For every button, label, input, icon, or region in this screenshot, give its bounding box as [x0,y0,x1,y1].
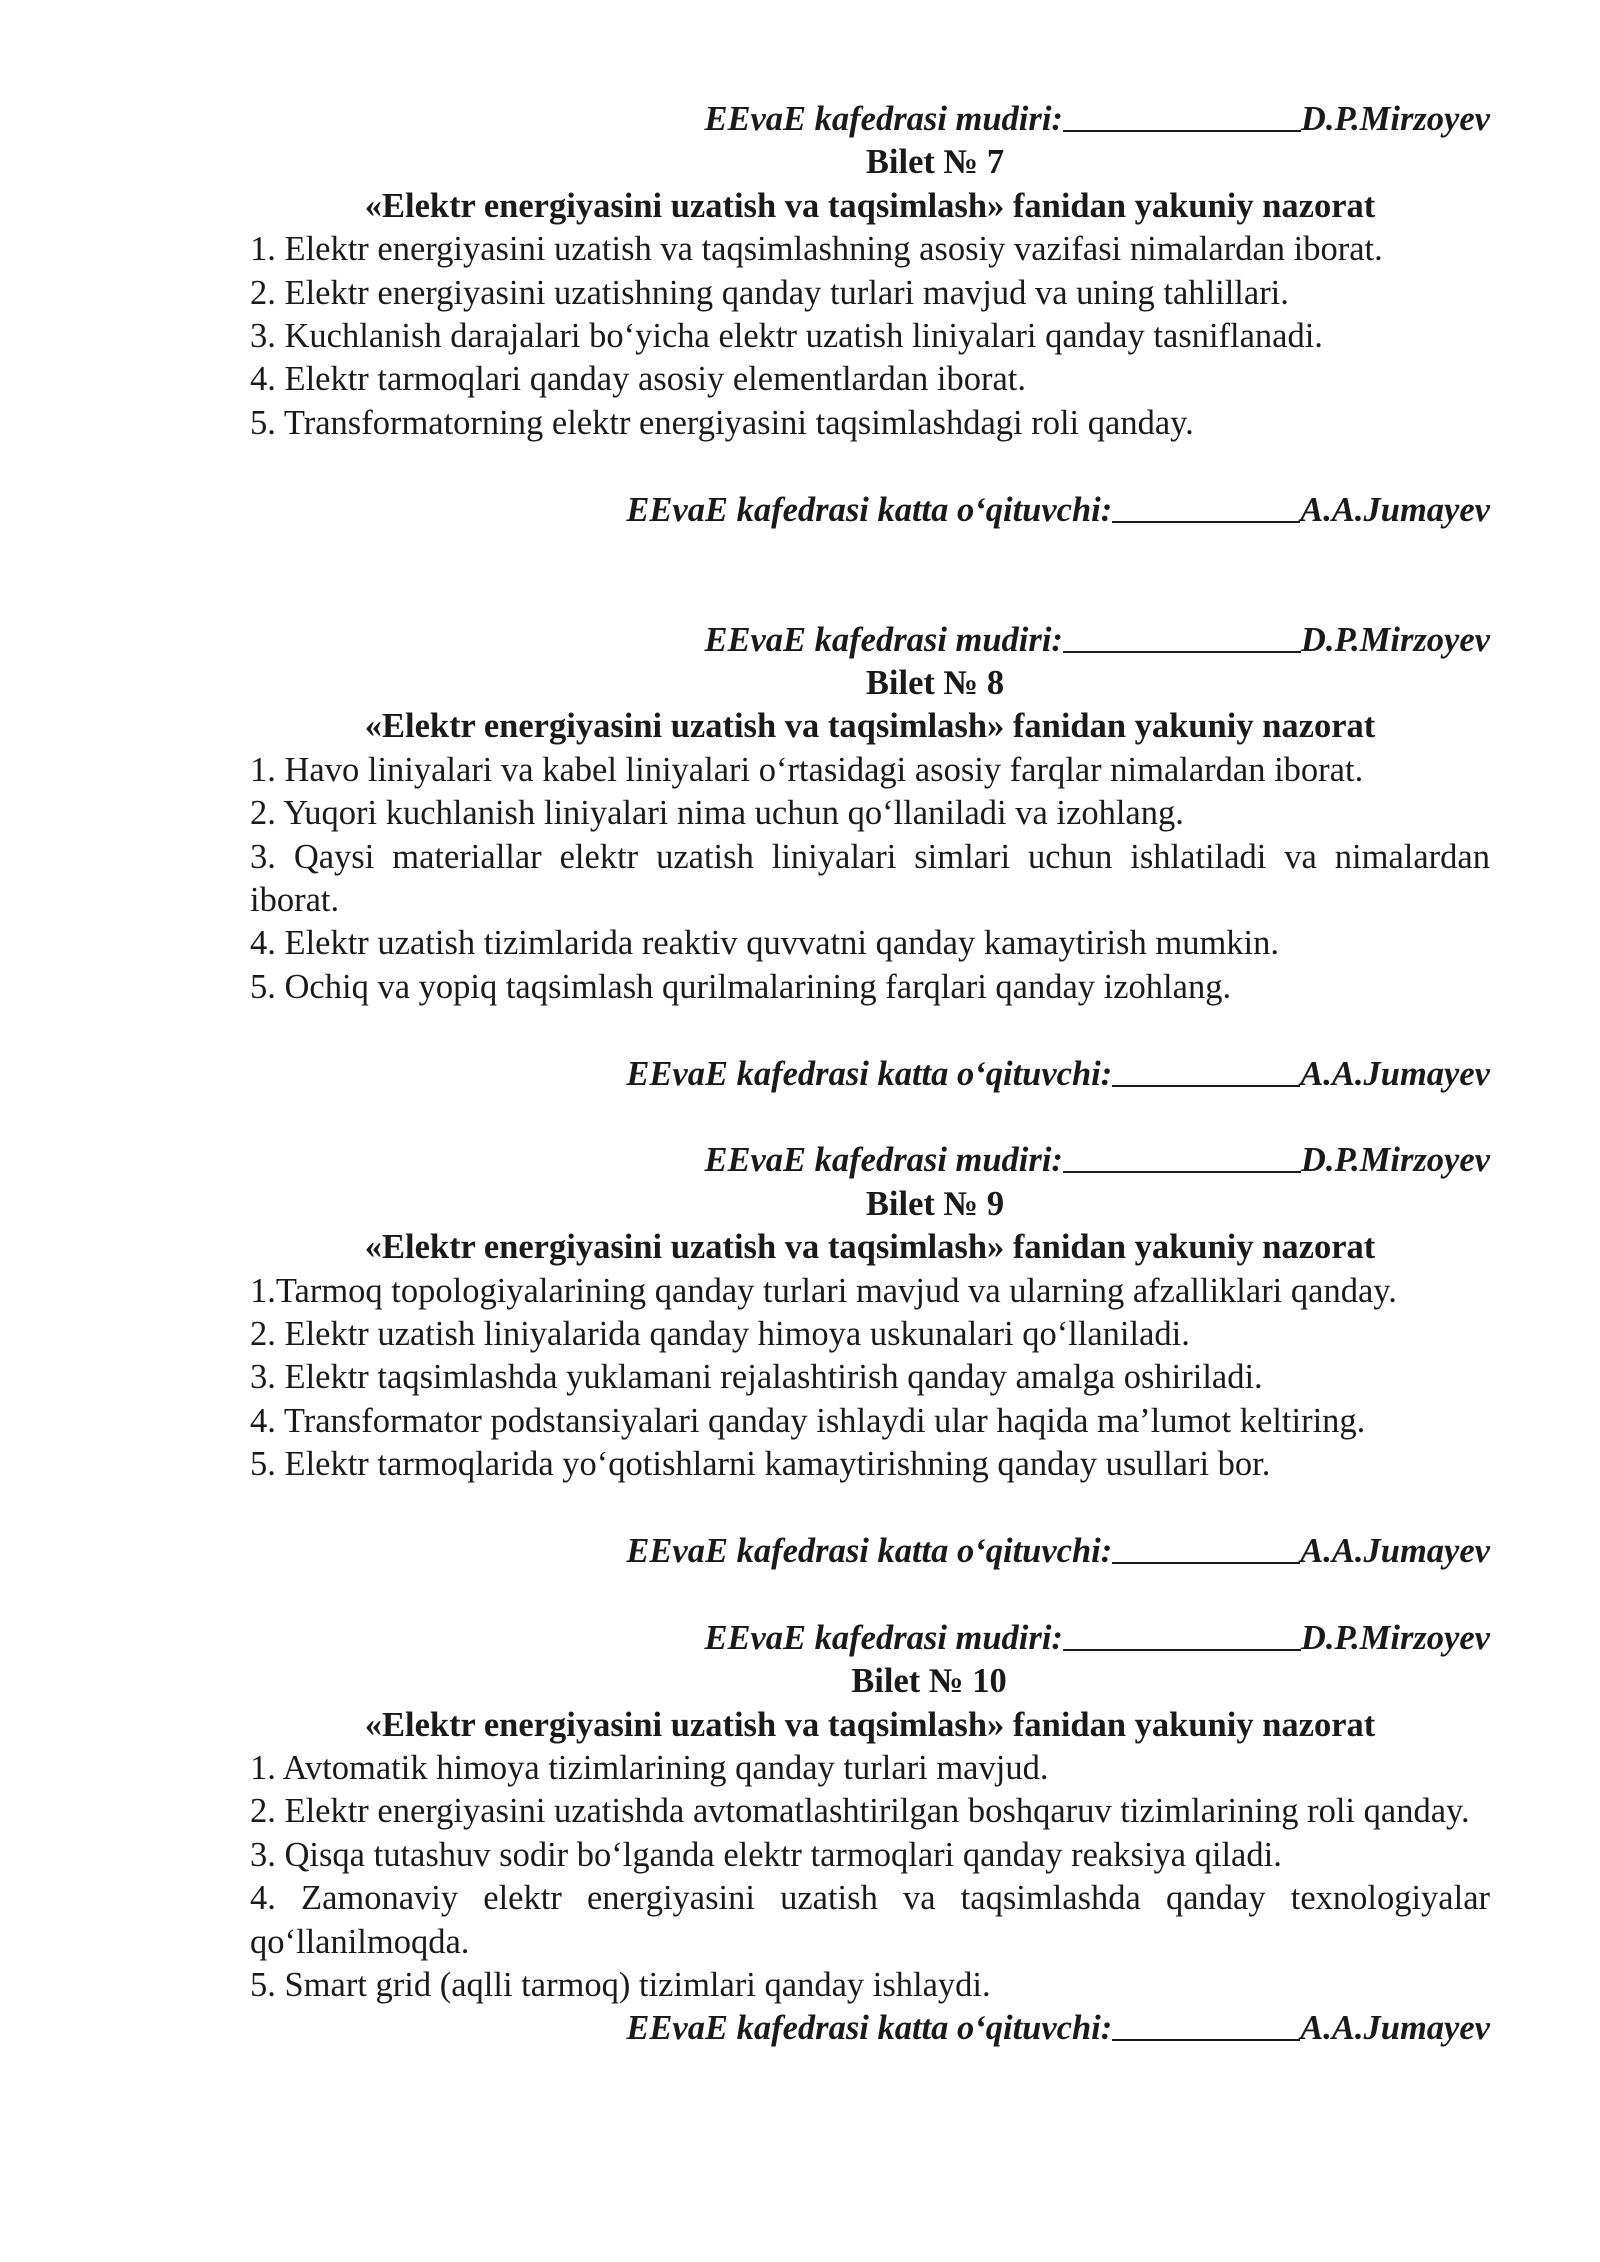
question: 1. Havo liniyalari va kabel liniyalari o‘rtasidagi asosiy farqlar nimalardan iborat. [250,750,1364,789]
question: 1. Avtomatik himoya tizimlarining qanday turlari mavjud. [250,1748,1049,1787]
spacer [250,1487,1490,1530]
head-name: D.P.Mirzoyev [1300,100,1490,138]
ticket-title: Bilet № 7 [865,143,1005,182]
question: 5. Transformatorning elektr energiyasini taqsimlashdagi roli qanday. [250,403,1194,442]
teacher-name: A.A.Jumayev [1300,490,1490,529]
question: 1. Elektr energiyasini uzatish va taqsimlashning asosiy vazifasi nimalardan iborat. [250,230,1383,269]
question: 5. Smart grid (aqlli tarmoq) tizimlari qanday ishlaydi. [250,1965,991,2004]
subject-line: «Elektr energiyasini uzatish va taqsimlash» fanidan yakuniy nazorat [364,1228,1376,1267]
signature-blank [1063,621,1301,653]
head-role: EEvaE kafedrasi mudiri: [704,1618,1063,1657]
head-role: EEvaE kafedrasi mudiri: [704,620,1063,659]
teacher-name: A.A.Jumayev [1300,1054,1490,1093]
document-page [250,98,1490,2051]
head-signature-line [250,1617,1490,1660]
question: 3. Kuchlanish darajalari bo‘yicha elektr uzatish liniyalari qanday tasniflanadi. [250,316,1323,355]
ticket-8 [250,619,1490,1096]
signature-blank [1063,1619,1301,1651]
head-name: D.P.Mirzoyev [1300,1141,1490,1180]
teacher-signature-line [250,2007,1490,2050]
question: 3. Elektr taqsimlashda yuklamani rejalashtirish qanday amalga oshiriladi. [250,1358,1263,1397]
spacer [250,532,1490,619]
teacher-role: EEvaE kafedrasi katta o‘qituvchi: [626,490,1113,529]
spacer [250,1009,1490,1052]
question: 3. Qisqa tutashuv sodir bo‘lganda elektr tarmoqlari qanday reaksiya qiladi. [250,1835,1282,1874]
teacher-role: EEvaE kafedrasi katta o‘qituvchi: [626,1054,1113,1093]
signature-blank [1112,491,1300,523]
head-role: EEvaE kafedrasi mudiri: [704,1141,1063,1180]
head-name: D.P.Mirzoyev [1300,620,1490,659]
ticket-9 [250,1139,1490,1573]
subject-line: «Elektr energiyasini uzatish va taqsimlash» fanidan yakuniy nazorat [364,186,1376,225]
question: 2. Elektr energiyasini uzatishning qanday turlari mavjud va uning tahlillari. [250,273,1289,312]
ticket-title: Bilet № 10 [851,1662,1007,1701]
ticket-7 [250,98,1490,532]
question: 1.Tarmoq topologiyalarining qanday turlari mavjud va ularning afzalliklari qanday. [250,1271,1397,1310]
question: 4. Elektr tarmoqlari qanday asosiy elementlardan iborat. [250,360,1026,399]
subject-line: «Elektr energiyasini uzatish va taqsimlash» fanidan yakuniy nazorat [364,707,1376,746]
question: 5. Ochiq va yopiq taqsimlash qurilmalarining farqlari qanday izohlang. [250,967,1232,1006]
head-role: EEvaE kafedrasi mudiri: [704,100,1063,138]
question: 2. Elektr energiyasini uzatishda avtomatlashtirilgan boshqaruv tizimlarining roli qanday. [250,1792,1470,1831]
signature-blank [1112,1055,1300,1087]
ticket-title: Bilet № 9 [865,1184,1005,1223]
spacer [250,445,1490,488]
teacher-name: A.A.Jumayev [1300,2009,1490,2048]
teacher-name: A.A.Jumayev [1300,1531,1490,1570]
head-signature-line [250,1139,1490,1182]
signature-blank [1063,100,1301,132]
question: 5. Elektr tarmoqlarida yo‘qotishlarni kamaytirishning qanday usullari bor. [250,1445,1271,1484]
signature-blank [1112,1532,1300,1564]
question: 4. Zamonaviy elektr energiyasini uzatish va taqsimlashda qanday texnologiyalar qo‘llanilmoqda. [250,1879,1490,1961]
head-name: D.P.Mirzoyev [1300,1618,1490,1657]
subject-line: «Elektr energiyasini uzatish va taqsimlash» fanidan yakuniy nazorat [364,1705,1376,1744]
teacher-signature-line [250,1053,1490,1096]
teacher-role: EEvaE kafedrasi katta o‘qituvchi: [626,2009,1113,2048]
question: 3. Qaysi materiallar elektr uzatish liniyalari simlari uchun ishlatiladi va nimalardan iborat. [250,837,1490,920]
question: 4. Transformator podstansiyalari qanday ishlaydi ular haqida ma’lumot keltiring. [250,1401,1366,1440]
teacher-signature-line [250,489,1490,532]
head-signature-line [250,98,1490,141]
teacher-role: EEvaE kafedrasi katta o‘qituvchi: [626,1531,1113,1570]
teacher-signature-line [250,1530,1490,1573]
head-signature-line [250,619,1490,662]
ticket-10 [250,1617,1490,2051]
question: 4. Elektr uzatish tizimlarida reaktiv quvvatni qanday kamaytirish mumkin. [250,924,1279,963]
ticket-title: Bilet № 8 [865,664,1005,703]
spacer [250,1096,1490,1139]
question: 2. Elektr uzatish liniyalarida qanday himoya uskunalari qo‘llaniladi. [250,1315,1190,1353]
question: 2. Yuqori kuchlanish liniyalari nima uchun qo‘llaniladi va izohlang. [250,794,1184,833]
signature-blank [1112,2009,1300,2041]
signature-blank [1063,1141,1301,1173]
spacer [250,1573,1490,1616]
